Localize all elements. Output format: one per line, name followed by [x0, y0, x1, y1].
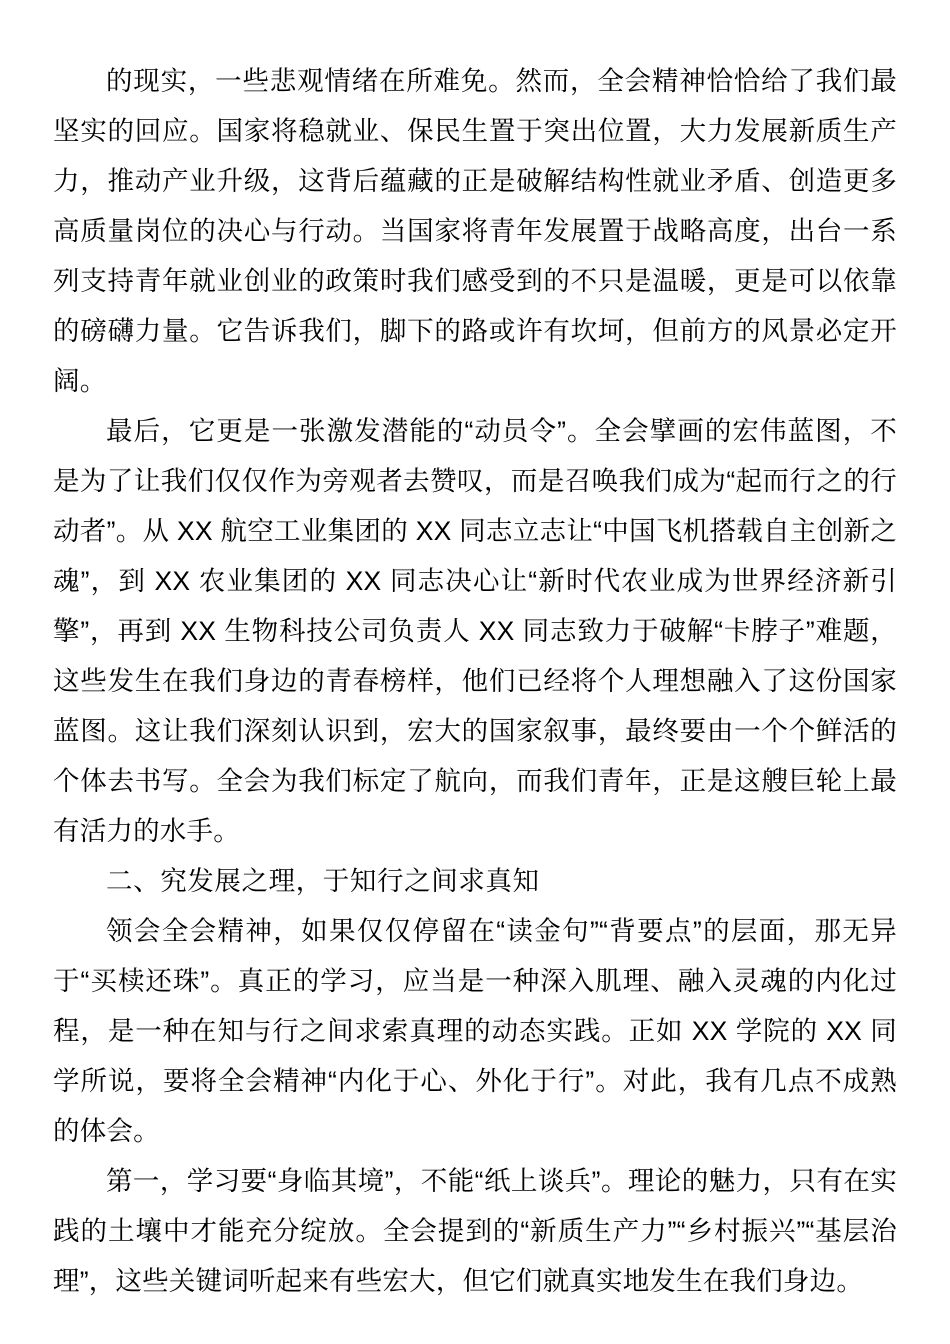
document-body — [53, 56, 897, 1306]
section-heading-two: 二、究发展之理，于知行之间求真知 — [106, 866, 540, 896]
body-paragraph: 领会全会精神，如果仅仅停留在“读金句”“背要点”的层面，那无异于“买椟还珠”。真正的学习，应当是一种深入肌理、融入灵魂的内化过程，是一种在知与行之间求索真理的动态实践。正如 XX 学院的 XX 同学所说，要将全会精神“内化于心、外化于行”。对此，我有几点不成熟的体会。 — [53, 916, 897, 1146]
body-paragraph: 第一，学习要“身临其境”，不能“纸上谈兵”。理论的魅力，只有在实践的土壤中才能充分绽放。全会提到的“新质生产力”“乡村振兴”“基层治理”，这些关键词听起来有些宏大，但它们就真实地发生在我们身边。 — [53, 1166, 897, 1296]
body-paragraph: 的现实，一些悲观情绪在所难免。然而，全会精神恰恰给了我们最坚实的回应。国家将稳就业、保民生置于突出位置，大力发展新质生产力，推动产业升级，这背后蕴藏的正是破解结构性就业矛盾、创造更多高质量岗位的决心与行动。当国家将青年发展置于战略高度，出台一系列支持青年就业创业的政策时我们感受到的不只是温暖，更是可以依靠的磅礴力量。它告诉我们，脚下的路或许有坎坷，但前方的风景必定开阔。 — [53, 66, 897, 396]
body-paragraph: 最后，它更是一张激发潜能的“动员令”。全会擘画的宏伟蓝图，不是为了让我们仅仅作为旁观者去赞叹，而是召唤我们成为“起而行之的行动者”。从 XX 航空工业集团的 XX 同志立志让“中国飞机搭载自主创新之魂”，到 XX 农业集团的 XX 同志决心让“新时代农业成为世界经济新引擎”，再到 XX 生物科技公司负责人 XX 同志致力于破解“卡脖子”难题，这些发生在我们身边的青春榜样，他们已经将个人理想融入了这份国家蓝图。这让我们深刻认识到，宏大的国家叙事，最终要由一个个鲜活的个体去书写。全会为我们标定了航向，而我们青年，正是这艘巨轮上最有活力的水手。 — [53, 416, 897, 846]
